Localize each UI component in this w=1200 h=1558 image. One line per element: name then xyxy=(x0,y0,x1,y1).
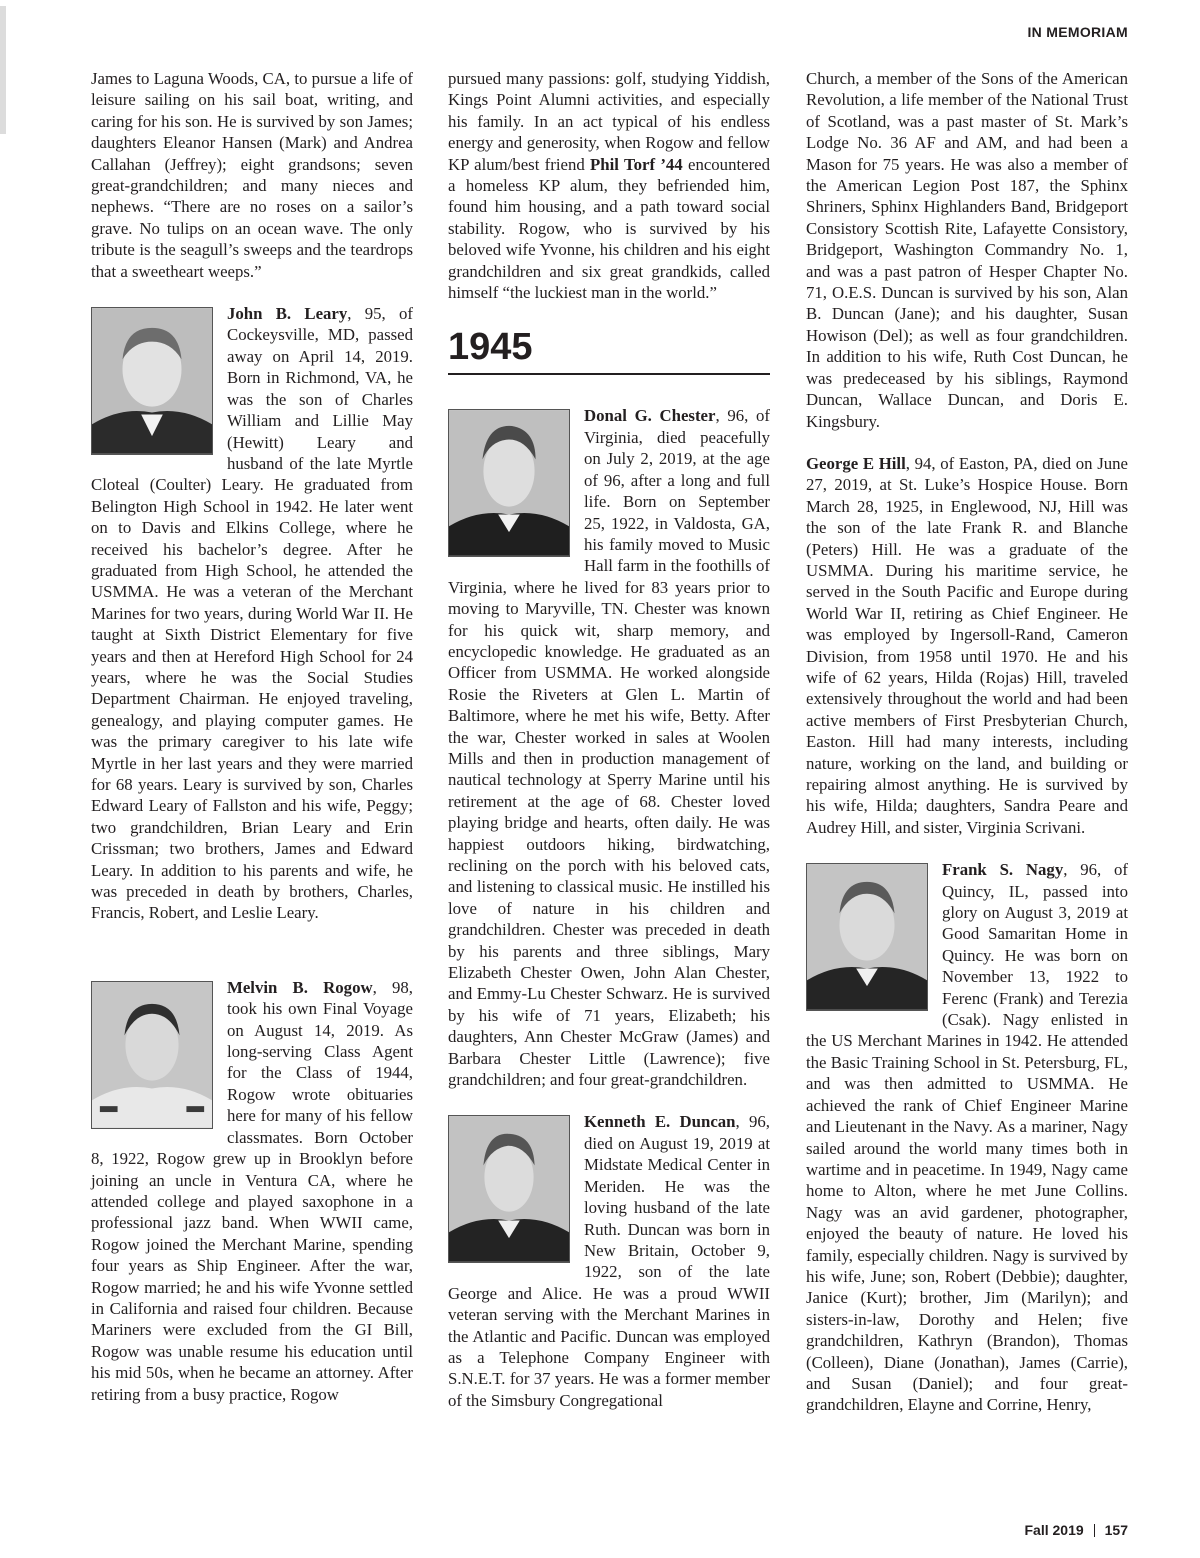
rogow-continuation xyxy=(448,68,770,303)
leary-portrait-photo xyxy=(91,307,213,455)
obituary-rogow xyxy=(91,945,413,1405)
chester-name: Donal G. Chester xyxy=(584,406,716,426)
issue-label: Fall 2019 xyxy=(1024,1522,1084,1538)
column-3 xyxy=(806,68,1128,1416)
duncan-text: , 96, died on August 19, 2019 at Midstate Medical Center in Meriden. He was the loving husband of the late Ruth. Duncan was born in New Britain, October 9, 1922, son of the late George and Alice. He was a proud WWII veteran serving with the Merchant Marines in the Atlantic and Pacific. Duncan was employed as a Telephone Company Engineer with S.N.E.T. for 37 years. He was a former member of the Simsbury Congregational xyxy=(448,1112,770,1410)
class-year-heading: 1945 xyxy=(448,325,770,375)
duncan-continuation: Church, a member of the Sons of the American Revolution, a life member of the National Trust of Scotland, was a past master of St. Mark’s Lodge No. 36 AF and AM, and had been a Mason for 75 years. He was also a member of the American Legion Post 187, the Sphinx Shriners, Sphinx Highlanders Band, Bridgeport Consistory Scottish Rite, Lafayette Consistory, Bridgeport, Washington Commandry No. 1, and was a past patron of Hesper Chapter No. 71, O.E.S. Duncan is survived by his son, Alan B. Duncan (Jane); and his daughter, Susan Howison (Del); as well as four grandchildren. In addition to his wife, Ruth Cost Duncan, he was predeceased by his siblings, Raymond Duncan, Wallace Duncan, and Doris E. Kingsbury. xyxy=(806,69,1128,431)
nagy-name: Frank S. Nagy xyxy=(942,860,1064,880)
portrait-icon xyxy=(92,982,212,1128)
hill-name: George E Hill xyxy=(806,453,906,473)
portrait-icon xyxy=(92,308,212,454)
duncan-name: Kenneth E. Duncan xyxy=(584,1112,736,1132)
section-label: IN MEMORIAM xyxy=(1027,24,1128,40)
portrait-icon xyxy=(807,864,927,1010)
portrait-icon xyxy=(449,410,569,556)
portrait-icon xyxy=(449,1116,569,1262)
page-number: 157 xyxy=(1104,1522,1128,1538)
obituary-nagy xyxy=(806,859,1128,1416)
duncan-portrait-photo xyxy=(448,1115,570,1263)
rogow-name: Melvin B. Rogow xyxy=(227,977,373,997)
column-1 xyxy=(91,68,413,1405)
obituary-leary xyxy=(91,303,413,924)
hill-text: , 94, of Easton, PA, died on June 27, 2019, at St. Luke’s Hospice House. Born March 28, 1925, in Englewood, NJ, Hill was the son of the late Frank R. and Blanche (Peters) Hill. He was a graduate of the USMMA. During his maritime service, he served in the South Pacific and Europe during World War II, retiring as Chief Engineer. He was employed by Ingersoll-Rand, Cameron Division, from 1958 until 1970. He and his wife of 62 years, Hilda (Rojas) Hill, traveled extensively throughout the world and had been active members of First Presbyterian Church, Easton. Hill had many interests, including nature, working on the land, and building or repairing almost anything. He is survived by his wife, Hilda; daughters, Sandra Peare and Audrey Hill, and sister, Virginia Scrivani. xyxy=(806,453,1128,837)
chester-portrait-photo xyxy=(448,409,570,557)
leary-text: , 95, of Cockeysville, MD, passed away on April 14, 2019. Born in Richmond, VA, he was the son of Charles William and Lillie May (Hewitt) Leary and husband of the late Myrtle Cloteal (Coulter) Leary. He graduated from Belington High School in 1942. He later went on to Davis and Elkins College, where he received his bachelor’s degree. After he graduated from High School, he attended the USMMA. He was a veteran of the Merchant Marines for two years, during World War II. He taught at Sixth District Elementary for five years and then at Hereford High School for 24 years, where he was the Social Studies Department Chairman. He enjoyed traveling, genealogy, and playing computer games. He was the primary caregiver to his late wife Myrtle in her last years and they were married for 68 years. Leary is survived by son, Charles Edward Leary of Fallston and his wife, Peggy; two grandchildren, Brian Leary and Erin Crissman; two brothers, James and Edward Leary. In addition to his parents and wife, he was preceded in death by brothers, Charles, Francis, Robert, and Leslie Leary. xyxy=(91,304,413,923)
leary-name: John B. Leary xyxy=(227,304,348,324)
chester-text: , 96, of Virginia, died peacefully on July 2, 2019, at the age of 96, after a long and full life. Born on September 25, 1922, in Valdosta, GA, his family moved to Music Hall farm in the foothills of Virginia, where he lived for 83 years prior to moving to Maryville, TN. Chester was known for his quick wit, sharp memory, and encyclopedic knowledge. He graduated as an Officer from USMMA. He worked alongside Rosie the Riveters at Glen L. Martin of Baltimore, where he met his wife, Betty. After the war, Chester worked in sales at Woolen Mills and then in production management of nautical technology at Sperry Marine until his retirement at the age of 68. Chester loved playing bridge and hearts, often daily. He was happiest outdoors hiking, birdwatching, reclining on the porch with his beloved cats, and listening to classical music. He instilled his love of nature in his children and grandchildren. Chester was preceded in death by his parents and three siblings, Mary Elizabeth Chester Owen, John Alan Chester, and Emmy-Lu Chester Schwarz. He is survived by his wife of 71 years, Elizabeth; his daughters, Ann Chester McGraw (James) and Barbara Chester Little (Lawrence); five grandchildren; and four great-grandchildren. xyxy=(448,406,770,1090)
page-footer xyxy=(1024,1522,1128,1538)
footer-separator xyxy=(1094,1524,1095,1537)
column-2 xyxy=(448,68,770,1411)
rogow-continuation-text-b: encountered a homeless KP alum, they befriended him, found him housing, and a path toward social stability. Rogow, who is survived by his beloved wife Yvonne, his children and his eight grandchildren and six great grandkids, called himself “the luckiest man in the world.” xyxy=(448,154,770,303)
obituary-chester xyxy=(448,405,770,1090)
nagy-portrait-photo xyxy=(806,863,928,1011)
rogow-intro-continuation: James to Laguna Woods, CA, to pursue a life of leisure sailing on his sail boat, writing, and caring for his son. He is survived by son James; daughters Eleanor Hansen (Mark) and Andrea Callahan (Jeffrey); eight grandsons; seven great-grandchildren; and many nieces and nephews. “There are no roses on a sailor’s grave. No tulips on an ocean wave. The only tribute is the seagull’s sweeps and the teardrops that a sweetheart weeps.” xyxy=(91,69,413,281)
page-edge-tab xyxy=(0,6,6,134)
rogow-continuation-text-a: pursued many passions: golf, studying Yiddish, Kings Point Alumni activities, and especially his family. In an act typical of his endless energy and generosity, when Rogow and fellow KP alum/best friend xyxy=(448,69,770,174)
rogow-portrait-photo xyxy=(91,981,213,1129)
obituary-duncan xyxy=(448,1111,770,1411)
nagy-text: , 96, of Quincy, IL, passed into glory on August 3, 2019 at Good Samaritan Home in Quincy. He was born on November 13, 1922 to Ferenc (Frank) and Terezia (Csak). Nagy enlisted in the US Merchant Marines in 1942. He attended the Basic Training School in St. Petersburg, FL, and was then admitted to USMMA. He achieved the rank of Chief Engineer Marine and Lieutenant in the Navy. As a mariner, Nagy sailed around the world many times both in wartime and in peacetime. In 1949, Nagy came home to Alton, where he met June Collins. Nagy was an avid gardener, photographer, enjoyed the beauty of nature. He loved his family, especially children. Nagy is survived by his wife, June; son, Robert (Debbie); daughter, Janice (Kurt); brother, Jim (Marilyn); and sisters-in-law, Dorothy and Helen; five grandchildren, Kathryn (Brandon), Thomas (Colleen), Diane (Jonathan), James (Carrie), and Susan (Daniel); and four great-grandchildren, Elayne and Corrine, Henry, xyxy=(806,860,1129,1415)
rogow-text: , 98, took his own Final Voyage on August 14, 2019. As long-serving Class Agent for the Class of 1944, Rogow wrote obituaries here for many of his fellow classmates. Born October 8, 1922, Rogow grew up in Brooklyn before joining an uncle in Ventura CA, where he attended college and played saxophone in a professional jazz band. When WWII came, Rogow joined the Merchant Marine, spending four years as Ship Engineer. After the war, Rogow married; he and his wife Yvonne settled in California and raised four children. Because Mariners were excluded from the GI Bill, Rogow was unable resume his education until his mid 50s, when he became an attorney. After retiring from a busy practice, Rogow xyxy=(91,977,413,1404)
obituary-hill xyxy=(806,453,1128,838)
torf-name: Phil Torf ’44 xyxy=(590,154,683,174)
